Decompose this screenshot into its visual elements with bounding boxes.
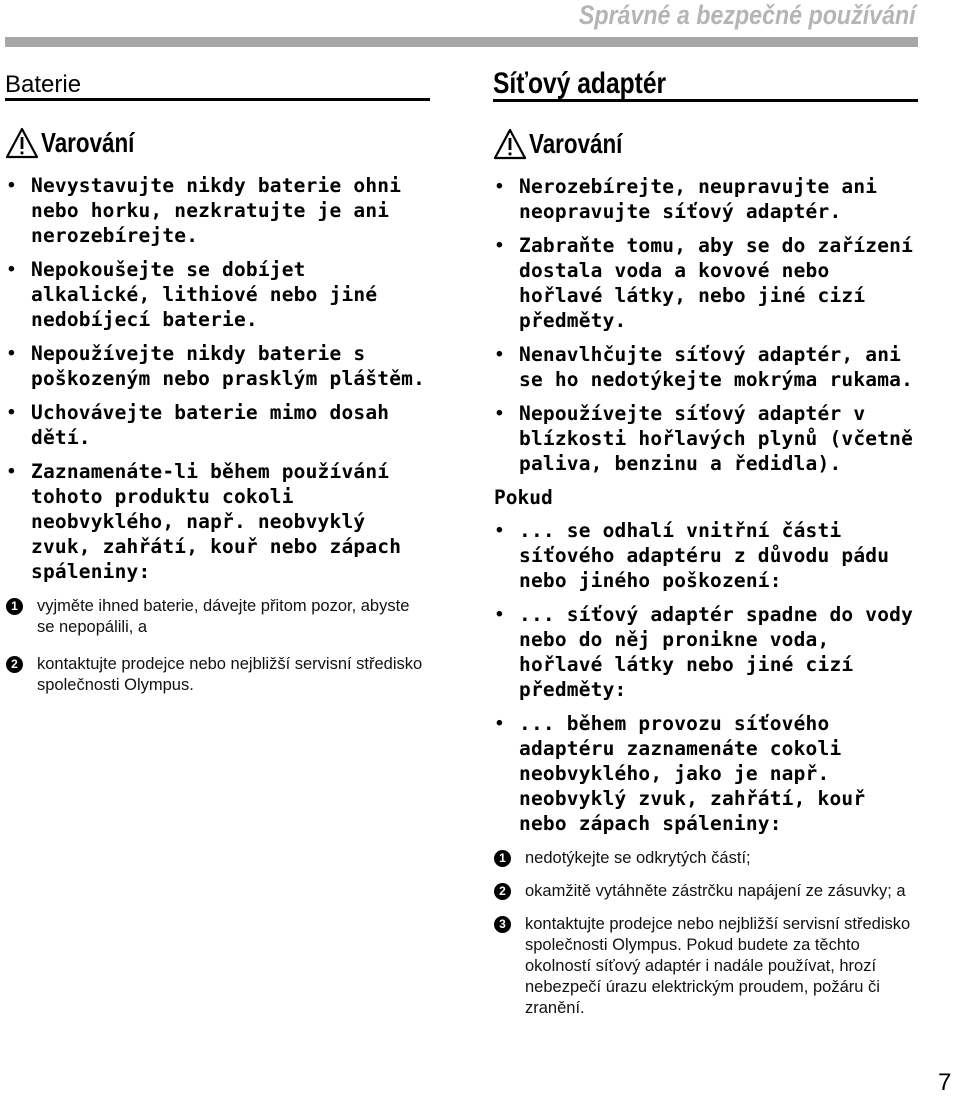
section-title-battery: Baterie (5, 68, 430, 101)
list-item: • ... se odhalí vnitřní části síťového adaptéru z důvodu pádu nebo jiného poškození: (493, 518, 918, 593)
list-item: • Zaznamenáte-li během používání tohoto produktu cokoli neobvyklého, např. neobvyklý zvuk, zahřátí, kouř nebo zápach spáleniny: (5, 459, 430, 584)
step-number: 2 (494, 883, 511, 900)
list-item: • Nepoužívejte síťový adaptér v blízkosti hořlavých plynů (včetně paliva, benzinu a ředidla). (493, 401, 918, 476)
step-item (493, 848, 918, 869)
step-text: kontaktujte prodejce nebo nejbližší servisní středisko společnosti Olympus. Pokud budete za těchto okolností síťový adaptér i nadále používat, hrozí nebezpečí úrazu elektrickým proudem, požáru či zranění. (525, 915, 911, 1017)
warning-heading (5, 119, 430, 159)
list-item: • Nevystavujte nikdy baterie ohni nebo horku, nezkratujte je ani nerozebírejte. (5, 173, 430, 248)
ac-adapter-column (493, 65, 918, 1031)
warning-triangle-icon (5, 127, 39, 159)
step-text: okamžitě vytáhněte zástrčku napájení ze zásuvky; a (525, 882, 906, 900)
battery-steps-list (5, 596, 430, 696)
list-item: • Nepoužívejte nikdy baterie s poškozeným nebo prasklým pláštěm. (5, 341, 430, 391)
warning-label: Varování (41, 127, 135, 158)
step-item (5, 654, 430, 696)
adapter-warning-list (493, 174, 918, 476)
list-item: • Nenavlhčujte síťový adaptér, ani se ho nedotýkejte mokrýma rukama. (493, 342, 918, 392)
list-item: • ... během provozu síťového adaptéru zaznamenáte cokoli neobvyklého, jako je např. neobvyklý zvuk, zahřátí, kouř nebo zápach spáleniny: (493, 711, 918, 836)
list-item: • Zabraňte tomu, aby se do zařízení dostala voda a kovové nebo hořlavé látky, nebo jiné cizí předměty. (493, 233, 918, 333)
warning-label: Varování (529, 128, 623, 159)
step-number: 2 (6, 656, 23, 673)
step-number: 3 (494, 916, 511, 933)
header-bar (5, 37, 918, 47)
page-number: 7 (938, 1069, 952, 1096)
running-header-title: Správné a bezpečné používání (579, 0, 916, 30)
step-text: kontaktujte prodejce nebo nejbližší servisní středisko společnosti Olympus. (37, 655, 423, 694)
step-item (5, 596, 430, 638)
list-item: • Nepokoušejte se dobíjet alkalické, lithiové nebo jiné nedobíjecí baterie. (5, 257, 430, 332)
step-text: nedotýkejte se odkrytých částí; (525, 849, 751, 867)
condition-heading: Pokud (494, 486, 553, 509)
step-number: 1 (494, 850, 511, 867)
step-item (493, 914, 918, 1019)
list-item: • Uchovávejte baterie mimo dosah dětí. (5, 400, 430, 450)
adapter-condition-list (493, 518, 918, 836)
step-item (493, 881, 918, 902)
battery-warning-list (5, 173, 430, 584)
step-text: vyjměte ihned baterie, dávejte přitom pozor, abyste se nepopálili, a (37, 597, 410, 636)
section-title-ac-adapter: Síťový adaptér (493, 65, 918, 102)
step-number: 1 (6, 598, 23, 615)
warning-triangle-icon (493, 128, 527, 160)
battery-column (5, 68, 430, 712)
list-item: • Nerozebírejte, neupravujte ani neopravujte síťový adaptér. (493, 174, 918, 224)
adapter-steps-list (493, 848, 918, 1019)
warning-heading (493, 120, 918, 160)
list-item: • ... síťový adaptér spadne do vody nebo do něj pronikne voda, hořlavé látky nebo jiné cizí předměty: (493, 602, 918, 702)
